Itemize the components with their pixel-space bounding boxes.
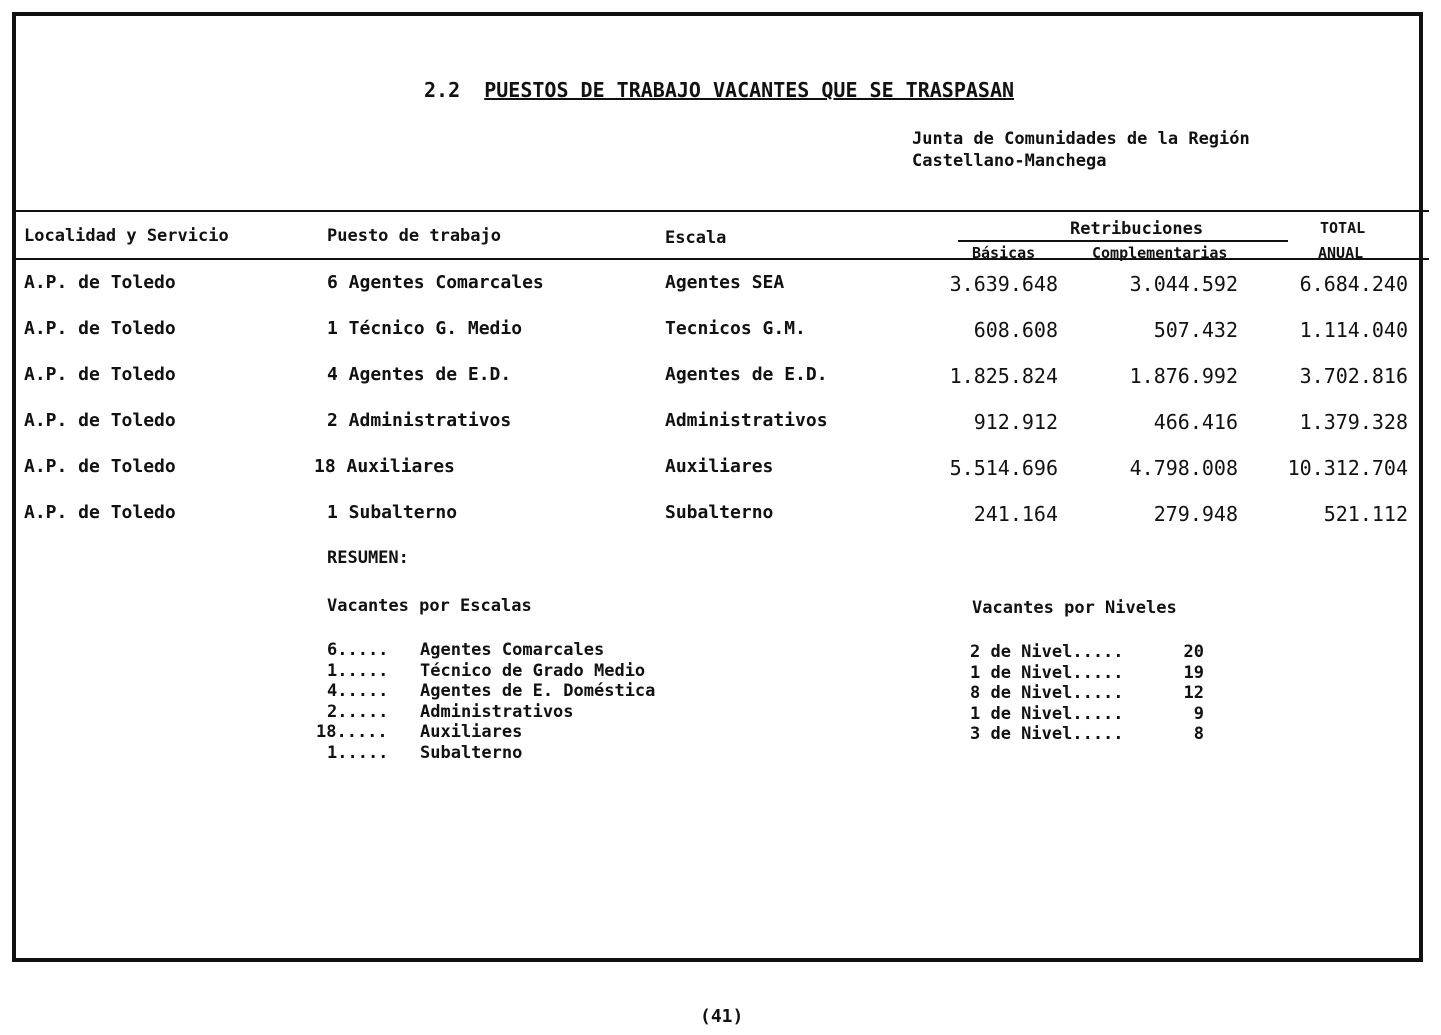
- cell-escala: Tecnicos G.M.: [665, 318, 806, 339]
- cell-complementarias: 279.948: [1153, 502, 1238, 526]
- cell-basicas: 5.514.696: [949, 456, 1058, 480]
- escala-name: Auxiliares: [420, 722, 523, 742]
- header-retribuciones: Retribuciones: [1070, 219, 1204, 239]
- cell-complementarias: 466.416: [1153, 410, 1238, 434]
- list-item: [970, 683, 1220, 704]
- cell-puesto: 1 Subalterno: [327, 502, 458, 523]
- cell-basicas: 912.912: [973, 410, 1058, 434]
- cell-escala: Agentes de E.D.: [665, 364, 828, 385]
- header-basicas: Básicas: [972, 244, 1036, 262]
- nivel-value: 8: [1193, 724, 1204, 744]
- cell-escala: Administrativos: [665, 410, 828, 431]
- escala-count: 18.....: [316, 722, 388, 742]
- escala-name: Subalterno: [420, 742, 523, 763]
- list-item: [310, 661, 730, 682]
- list-item: [970, 663, 1220, 684]
- cell-basicas: 241.164: [973, 502, 1058, 526]
- cell-puesto: 6 Agentes Comarcales: [327, 272, 544, 293]
- cell-total: 521.112: [1323, 502, 1408, 526]
- cell-total: 10.312.704: [1287, 456, 1408, 480]
- cell-escala: Auxiliares: [665, 456, 774, 477]
- escalas-heading: Vacantes por Escalas: [327, 596, 532, 616]
- cell-localidad: A.P. de Toledo: [24, 410, 176, 431]
- cell-basicas: 3.639.648: [949, 272, 1058, 296]
- niveles-heading: Vacantes por Niveles: [972, 598, 1177, 618]
- header-localidad: Localidad y Servicio: [24, 226, 229, 246]
- cell-localidad: A.P. de Toledo: [24, 318, 176, 339]
- escala-name: Técnico de Grado Medio: [420, 660, 646, 681]
- list-item: [310, 722, 730, 743]
- list-item: [970, 704, 1220, 725]
- niveles-list: [970, 642, 1220, 745]
- organization-line-2: Castellano-Manchega: [912, 151, 1107, 171]
- nivel-value: 12: [1183, 683, 1204, 703]
- list-item: [310, 640, 730, 661]
- organization-block: [912, 128, 1250, 172]
- cell-puesto: 1 Técnico G. Medio: [327, 318, 523, 339]
- escalas-list: [310, 640, 730, 763]
- header-anual: ANUAL: [1318, 244, 1364, 262]
- header-complementarias: Complementarias: [1092, 244, 1228, 262]
- section-title: [424, 78, 1014, 102]
- escala-name: Administrativos: [420, 701, 574, 722]
- resumen-label: RESUMEN:: [327, 548, 409, 568]
- nivel-label: 2 de Nivel.....: [970, 642, 1124, 662]
- escala-count: 1.....: [327, 660, 389, 681]
- list-item: [310, 702, 730, 723]
- page-number: (41): [700, 1006, 744, 1027]
- header-puesto: Puesto de trabajo: [327, 226, 501, 246]
- header-total: TOTAL: [1320, 219, 1366, 237]
- list-item: [970, 642, 1220, 663]
- cell-escala: Agentes SEA: [665, 272, 785, 293]
- cell-total: 3.702.816: [1299, 364, 1408, 388]
- cell-total: 1.379.328: [1299, 410, 1408, 434]
- cell-localidad: A.P. de Toledo: [24, 272, 176, 293]
- cell-total: 1.114.040: [1299, 318, 1408, 342]
- escala-count: 6.....: [327, 640, 389, 660]
- table-top-rule: [12, 210, 1429, 212]
- cell-localidad: A.P. de Toledo: [24, 456, 176, 477]
- header-escala: Escala: [665, 228, 727, 248]
- nivel-label: 3 de Nivel.....: [970, 724, 1124, 744]
- cell-puesto: 4 Agentes de E.D.: [327, 364, 512, 385]
- title-text: PUESTOS DE TRABAJO VACANTES QUE SE TRASPASAN: [484, 78, 1015, 102]
- nivel-label: 8 de Nivel.....: [970, 683, 1124, 703]
- escala-count: 4.....: [327, 681, 389, 701]
- cell-basicas: 1.825.824: [949, 364, 1058, 388]
- cell-total: 6.684.240: [1299, 272, 1408, 296]
- list-item: [310, 743, 730, 764]
- nivel-value: 19: [1183, 662, 1204, 683]
- cell-complementarias: 1.876.992: [1129, 364, 1238, 388]
- cell-complementarias: 3.044.592: [1129, 272, 1238, 296]
- section-number: 2.2: [424, 78, 461, 102]
- nivel-label: 1 de Nivel.....: [970, 703, 1124, 724]
- cell-puesto: 2 Administrativos: [327, 410, 512, 431]
- list-item: [970, 724, 1220, 745]
- cell-escala: Subalterno: [665, 502, 774, 523]
- nivel-value: 20: [1183, 642, 1204, 662]
- escala-count: 2.....: [327, 701, 389, 722]
- retribuciones-rule: [958, 240, 1288, 242]
- organization-line-1: Junta de Comunidades de la Región: [912, 129, 1250, 149]
- escala-name: Agentes Comarcales: [420, 640, 605, 660]
- escala-count: 1.....: [327, 742, 389, 763]
- nivel-value: 9: [1193, 703, 1204, 724]
- list-item: [310, 681, 730, 702]
- nivel-label: 1 de Nivel.....: [970, 662, 1124, 683]
- cell-localidad: A.P. de Toledo: [24, 502, 176, 523]
- cell-complementarias: 507.432: [1153, 318, 1238, 342]
- cell-basicas: 608.608: [973, 318, 1058, 342]
- cell-puesto: 18 Auxiliares: [314, 456, 455, 477]
- cell-localidad: A.P. de Toledo: [24, 364, 176, 385]
- escala-name: Agentes de E. Doméstica: [420, 681, 656, 701]
- cell-complementarias: 4.798.008: [1129, 456, 1238, 480]
